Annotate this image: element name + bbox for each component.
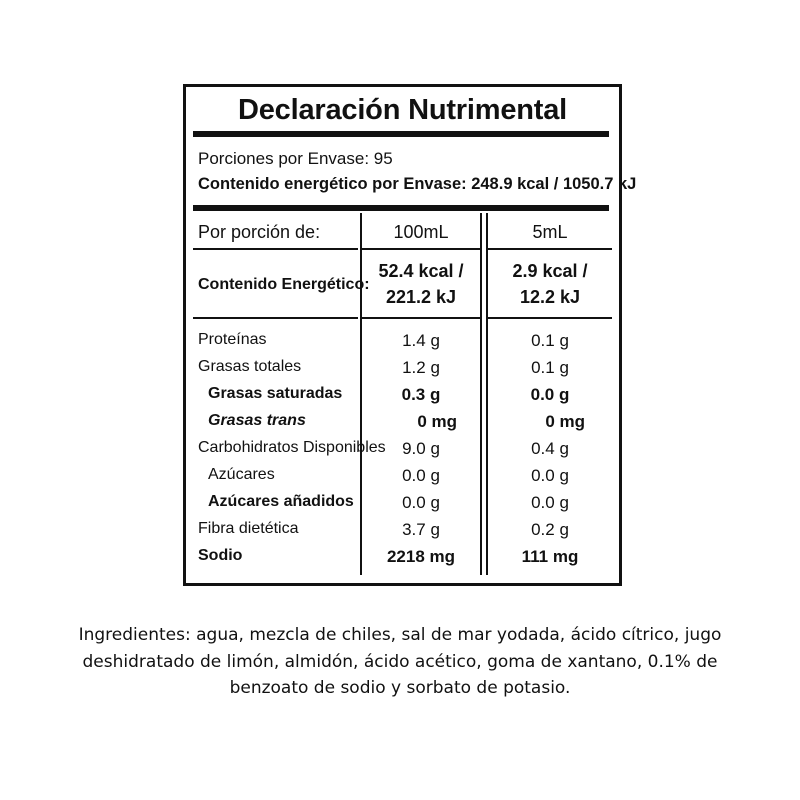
panel-title: Declaración Nutrimental [238, 94, 567, 126]
nutrient-value-100ml: 0.0 g [402, 466, 440, 485]
nutrient-value-5ml: 0.1 g [531, 331, 569, 350]
servings-divider [193, 205, 609, 211]
energy-5ml-kj: 12.2 kJ [519, 287, 581, 307]
title-divider [193, 131, 609, 137]
nutrient-value-5ml: 111 mg [521, 547, 579, 566]
energy-5ml-kcal: 2.9 kcal / [512, 261, 588, 281]
nutrient-value-5ml: 0.1 g [531, 358, 569, 377]
ingredients-line: Ingredientes: agua, mezcla de chiles, sal de mar yodada, ácido cítrico, jugo [78, 625, 722, 645]
nutrient-value-100ml: 3.7 g [402, 520, 440, 539]
nutrient-name: Fibra dietética [198, 520, 299, 537]
energy-label: Contenido Energético: [198, 276, 370, 293]
nutrient-value-5ml: 0.0 g [531, 493, 569, 512]
nutrient-name: Carbohidratos Disponibles [198, 439, 386, 456]
energy-100ml-kcal: 52.4 kcal / [378, 261, 464, 281]
servings-per-container: Porciones por Envase: 95 [198, 149, 393, 168]
per-serving-label: Por porción de: [198, 222, 321, 242]
nutrient-value-5ml: 0.0 g [531, 466, 569, 485]
column-header-5ml: 5mL [532, 222, 568, 242]
nutrient-value-100ml: 1.4 g [402, 331, 440, 350]
ingredients-line: benzoato de sodio y sorbato de potasio. [229, 678, 571, 698]
nutrient-name: Proteínas [198, 331, 267, 348]
nutrient-name: Azúcares añadidos [208, 493, 354, 510]
nutrient-value-100ml: 1.2 g [402, 358, 440, 377]
energy-100ml-kj: 221.2 kJ [385, 287, 457, 307]
nutrition-facts-panel [183, 84, 637, 586]
nutrient-name: Grasas trans [208, 412, 306, 429]
energy-per-container: Contenido energético por Envase: 248.9 kcal / 1050.7 kJ [198, 175, 637, 193]
nutrient-value-5ml: 0.2 g [531, 520, 569, 539]
ingredients-text [40, 622, 760, 702]
row-divider [488, 248, 612, 250]
nutrient-value-100ml: 9.0 g [402, 439, 440, 458]
row-divider [362, 248, 480, 250]
ingredients-line: deshidratado de limón, almidón, ácido acético, goma de xantano, 0.1% de [82, 651, 718, 672]
column-header-100ml: 100mL [393, 222, 449, 242]
nutrient-value-5ml: 0.0 g [530, 385, 570, 404]
nutrient-value-100ml: 0.3 g [401, 385, 441, 404]
nutrient-value-100ml: 0 mg [417, 412, 457, 431]
nutrient-value-5ml: 0 mg [545, 412, 585, 431]
row-divider [193, 248, 358, 250]
nutrient-value-100ml: 0.0 g [402, 493, 440, 512]
nutrient-name: Sodio [198, 547, 243, 564]
nutrient-value-5ml: 0.4 g [531, 439, 569, 458]
nutrient-name: Grasas totales [198, 358, 302, 375]
nutrient-name: Grasas saturadas [208, 385, 343, 402]
nutrient-name: Azúcares [208, 466, 275, 483]
column-divider-2 [480, 213, 482, 575]
nutrient-value-100ml: 2218 mg [386, 547, 456, 566]
row-divider [488, 317, 612, 319]
row-divider [362, 317, 480, 319]
row-divider [193, 317, 358, 319]
